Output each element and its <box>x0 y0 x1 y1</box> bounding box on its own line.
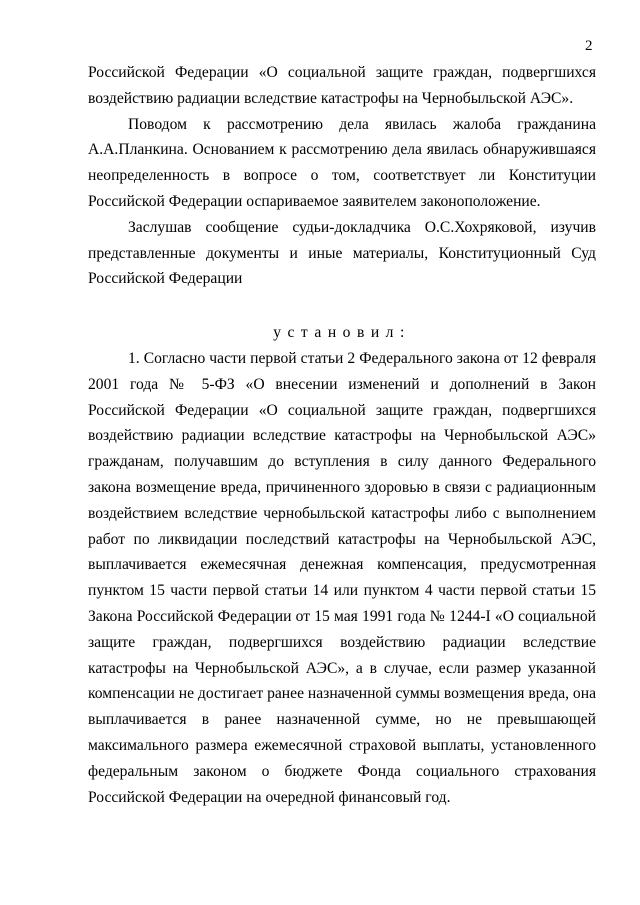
document-body <box>88 60 596 810</box>
section-heading: установил: <box>273 324 411 342</box>
paragraph-complaint: Поводом к рассмотрению дела явилась жалоба гражданина А.А.Планкина. Основанием к рассмотрению дела явилась обнаружившаяся неопределенность в вопросе о том, соответствует ли Конституции Российской Федерации оспариваемое заявителем законоположение. <box>88 115 596 210</box>
spacer <box>88 292 596 320</box>
paragraph-hearing: Заслушав сообщение судьи-докладчика О.С.Хохряковой, изучив представленные документы и иные материалы, Конституционный Суд Российской Федерации <box>88 218 596 288</box>
page-number: 2 <box>585 38 593 54</box>
paragraph-continuation: Российской Федерации «О социальной защите граждан, подвергшихся воздействию радиации вследствие катастрофы на Чернобыльской АЭС». <box>88 64 596 107</box>
paragraph-section-1: 1. Согласно части первой статьи 2 Федерального закона от 12 февраля 2001 года № 5-ФЗ «О внесении изменений и дополнений в Закон Российской Федерации «О социальной защите граждан, подвергшихся воздействию радиации вследствие катастрофы на Чернобыльской АЭС» гражданам, получавшим до вступления в силу данного Федерального закона возмещение вреда, причиненного здоровью в связи с радиационным воздействием вследствие чернобыльской катастрофы либо с выполнением работ по ликвидации последствий катастрофы на Чернобыльской АЭС, выплачивается ежемесячная денежная компенсация, предусмотренная пунктом 15 части первой статьи 14 или пунктом 4 части первой статьи 15 Закона Российской Федерации от 15 мая 1991 года № 1244-I «О социальной защите граждан, подвергшихся воздействию радиации вследствие катастрофы на Чернобыльской АЭС», а в случае, если размер указанной компенсации не достигает ранее назначенной суммы возмещения вреда, она выплачивается в ранее назначенной сумме, но не превышающей максимального размера ежемесячной страховой выплаты, установленного федеральным законом о бюджете Фонда социального страхования Российской Федерации на очередной финансовый год. <box>88 349 596 806</box>
